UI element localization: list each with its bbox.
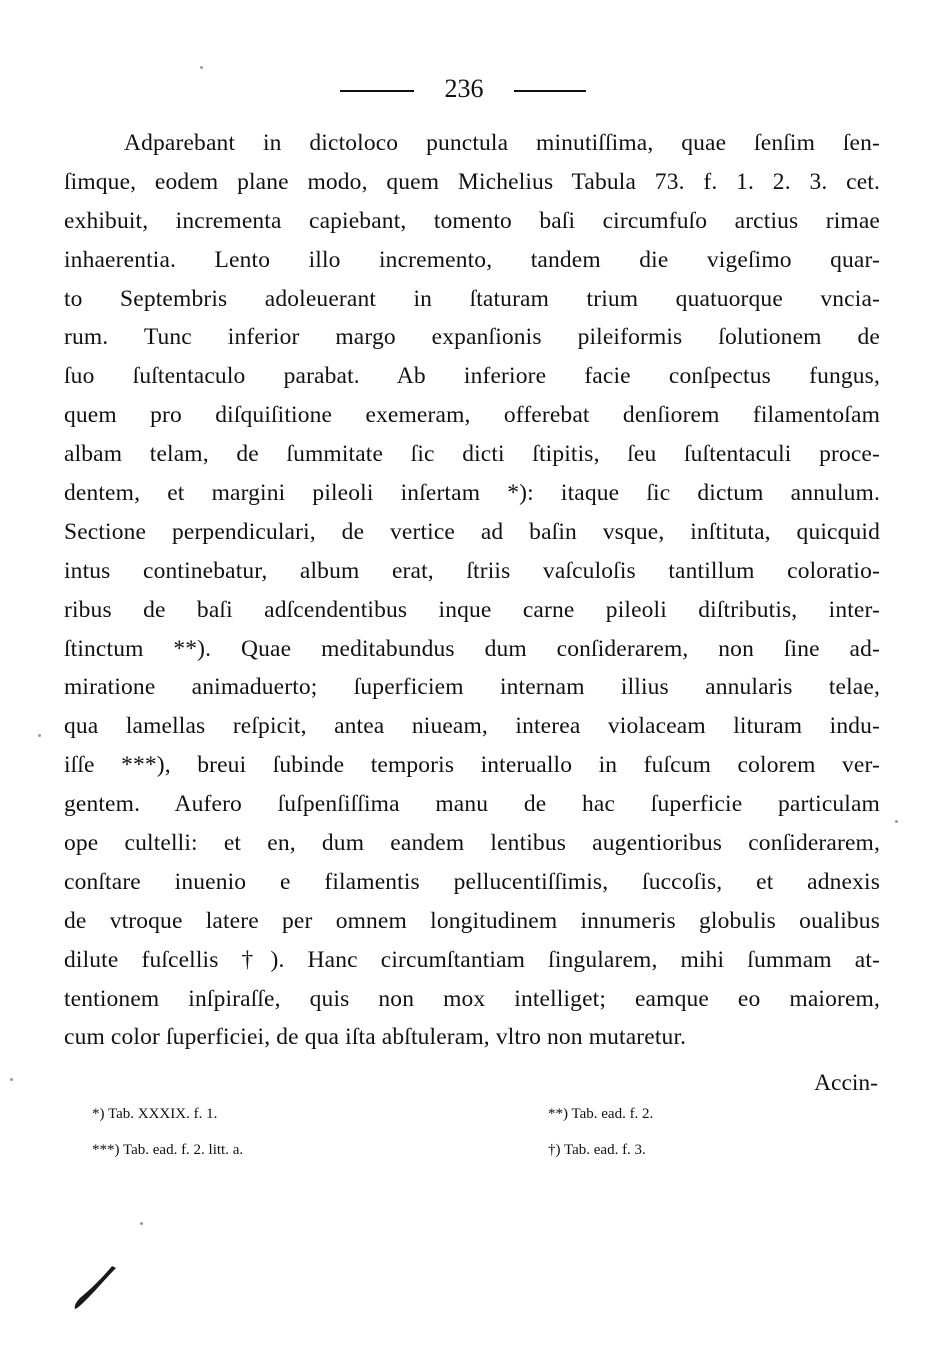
text-line: inhaerentia. Lento illo incremento, tandem die vigeſimo quar- — [64, 246, 880, 273]
text-line: dentem, et margini pileoli inſertam *): itaque ſic dictum annulum. — [64, 480, 880, 507]
paper-speck — [10, 1078, 13, 1081]
text-line: ſuo ſuſtentaculo parabat. Ab inferiore facie conſpectus fungus, — [64, 363, 880, 390]
text-line: Sectione perpendiculari, de vertice ad baſin vsque, inſtituta, quicquid — [64, 518, 880, 545]
text-line: albam telam, de ſummitate ſic dicti ſtipitis, ſeu ſuſtentaculi proce- — [64, 441, 880, 468]
paper-speck — [200, 66, 203, 69]
paper-speck — [38, 734, 41, 737]
text-line: qua lamellas reſpicit, antea niueam, interea violaceam lituram indu- — [64, 713, 880, 740]
text-line: ſimque, eodem plane modo, quem Michelius Tabula 73. f. 1. 2. 3. cet. — [64, 168, 880, 195]
footnote: **) Tab. ead. f. 2. — [548, 1106, 654, 1122]
text-line: tentionem inſpiraſſe, quis non mox intelliget; eamque eo maiorem, — [64, 985, 880, 1012]
text-line: conſtare inuenio e filamentis pellucentiſſimis, ſuccoſis, et adnexis — [64, 868, 880, 895]
text-line: ribus de baſi adſcendentibus inque carne pileoli diſtributis, inter- — [64, 596, 880, 623]
text-line: Adparebant in dictoloco punctula minutiſſima, quae ſenſim ſen- — [124, 130, 880, 156]
footnote: ***) Tab. ead. f. 2. litt. a. — [92, 1142, 244, 1158]
text-line: quem pro diſquiſitione exemeram, offerebat denſiorem filamentoſam — [64, 402, 880, 429]
text-line: de vtroque latere per omnem longitudinem innumeris globulis oualibus — [64, 907, 880, 934]
main-text — [64, 124, 880, 1057]
footnote: *) Tab. XXXIX. f. 1. — [92, 1106, 218, 1122]
text-line: intus continebatur, album erat, ſtriis vaſculoſis tantillum coloratio- — [64, 557, 880, 584]
page-number: 236 — [444, 74, 484, 103]
text-line: exhibuit, incrementa capiebant, tomento baſi circumfuſo arctius rimae — [64, 207, 880, 234]
text-line: ope cultelli: et en, dum eandem lentibus augentioribus conſiderarem, — [64, 830, 880, 857]
header-rule-right — [514, 90, 586, 92]
footnote: †) Tab. ead. f. 3. — [548, 1142, 646, 1158]
header-rule-left — [340, 90, 414, 92]
text-line: to Septembris adoleuerant in ſtaturam trium quatuorque vncia- — [64, 285, 880, 312]
text-line: dilute fuſcellis †). Hanc circumſtantiam ſingularem, mihi ſummam at- — [64, 946, 880, 973]
page-header — [0, 72, 950, 106]
text-line: iſſe ***), breui ſubinde temporis interuallo in fuſcum colorem ver- — [64, 752, 880, 779]
text-line: miratione animaduerto; ſuperficiem internam illius annularis telae, — [64, 674, 880, 701]
text-line: rum. Tunc inferior margo expanſionis pileiformis ſolutionem de — [64, 324, 880, 351]
text-line: ſtinctum **). Quae meditabundus dum conſiderarem, non ſine ad- — [64, 635, 880, 662]
text-line: cum color ſuperficiei, de qua iſta abſtuleram, vltro non mutaretur. — [64, 1024, 687, 1051]
catchword: Accin- — [814, 1070, 878, 1096]
paper-speck — [140, 1222, 143, 1225]
ink-stroke-mark — [66, 1262, 122, 1312]
paper-speck — [895, 820, 898, 823]
text-line: gentem. Aufero ſuſpenſiſſima manu de hac ſuperficie particulam — [64, 791, 880, 818]
